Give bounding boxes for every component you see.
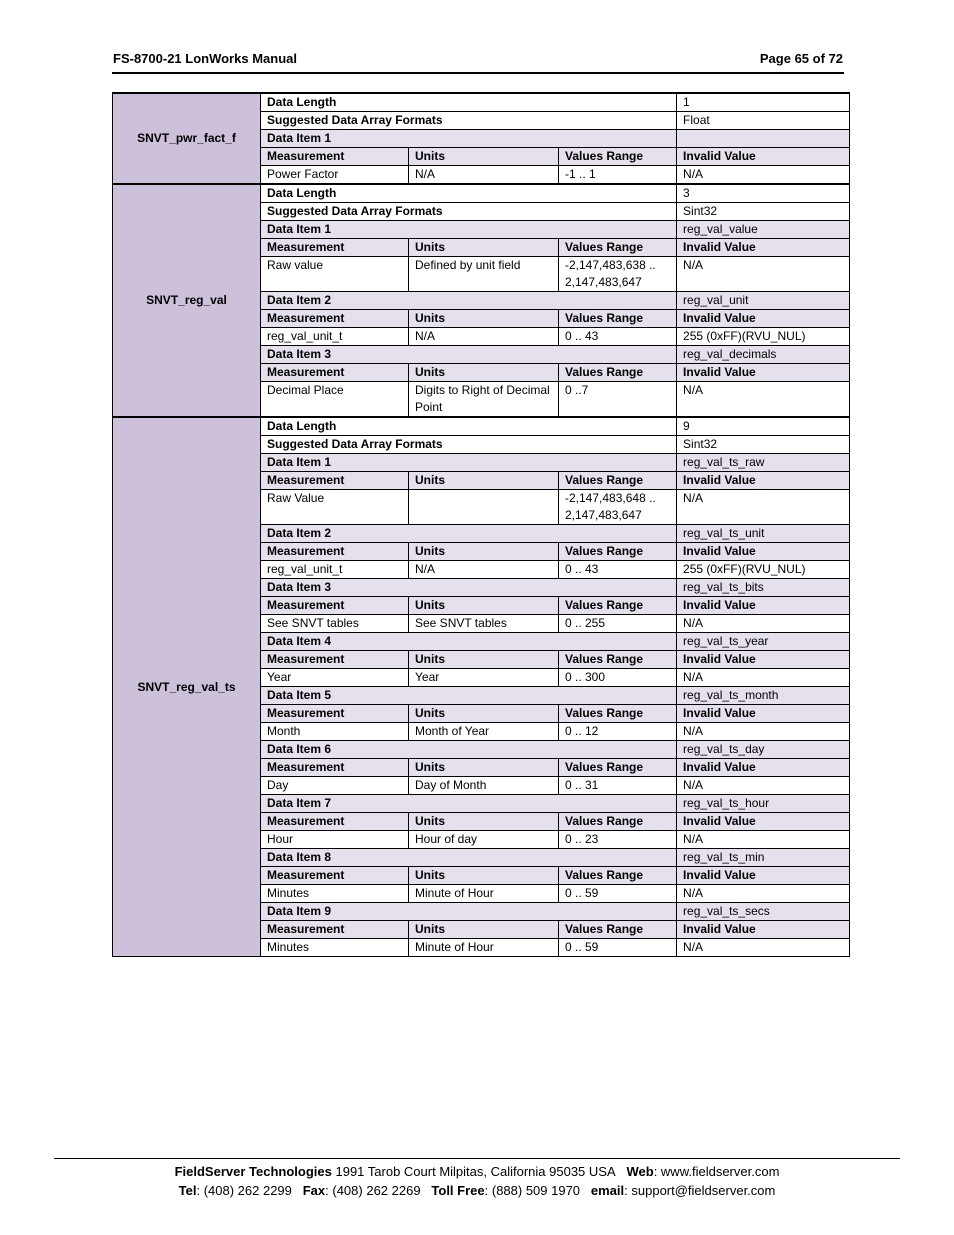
- measurement-header: Measurement: [261, 148, 409, 166]
- data-item-value: reg_val_value: [677, 221, 850, 239]
- measurement-cell: reg_val_unit_t: [261, 561, 409, 579]
- measurement-cell: Hour: [261, 831, 409, 849]
- invalid-value-header: Invalid Value: [677, 813, 850, 831]
- data-item-value: [677, 130, 850, 148]
- measurement-header: Measurement: [261, 705, 409, 723]
- measurement-header: Measurement: [261, 921, 409, 939]
- values-range-cell: 0 .. 255: [559, 615, 677, 633]
- values-range-header: Values Range: [559, 310, 677, 328]
- values-range-header: Values Range: [559, 472, 677, 490]
- values-range-cell: -2,147,483,648 .. 2,147,483,647: [559, 490, 677, 525]
- units-header: Units: [409, 867, 559, 885]
- data-item-label: Data Item 9: [261, 903, 677, 921]
- invalid-value-cell: N/A: [677, 939, 850, 957]
- invalid-value-cell: N/A: [677, 723, 850, 741]
- data-length-row: [113, 184, 850, 203]
- data-item-value: reg_val_ts_day: [677, 741, 850, 759]
- invalid-value-header: Invalid Value: [677, 705, 850, 723]
- data-item-label: Data Item 3: [261, 579, 677, 597]
- footer-email[interactable]: support@fieldserver.com: [631, 1183, 776, 1198]
- units-header: Units: [409, 597, 559, 615]
- invalid-value-header: Invalid Value: [677, 651, 850, 669]
- measurement-header: Measurement: [261, 813, 409, 831]
- footer-tel-label: Tel: [178, 1183, 197, 1198]
- measurement-header: Measurement: [261, 759, 409, 777]
- data-item-value: reg_val_ts_unit: [677, 525, 850, 543]
- data-item-value: reg_val_ts_secs: [677, 903, 850, 921]
- units-cell: Hour of day: [409, 831, 559, 849]
- footer-line-2: Tel: (408) 262 2299 Fax: (408) 262 2269 Toll Free: (888) 509 1970 email: support@fieldserver.com: [178, 1183, 776, 1198]
- invalid-value-cell: N/A: [677, 831, 850, 849]
- invalid-value-header: Invalid Value: [677, 867, 850, 885]
- data-item-label: Data Item 1: [261, 454, 677, 472]
- invalid-value-cell: N/A: [677, 490, 850, 525]
- format-label: Suggested Data Array Formats: [261, 203, 677, 221]
- footer-web-label: Web: [626, 1164, 654, 1179]
- data-length-value: 1: [677, 93, 850, 112]
- values-range-cell: 0 .. 43: [559, 561, 677, 579]
- data-item-label: Data Item 7: [261, 795, 677, 813]
- values-range-header: Values Range: [559, 651, 677, 669]
- document-title: FS-8700-21 LonWorks Manual: [113, 51, 297, 66]
- values-range-cell: -2,147,483,638 .. 2,147,483,647: [559, 257, 677, 292]
- format-label: Suggested Data Array Formats: [261, 112, 677, 130]
- format-value: Sint32: [677, 203, 850, 221]
- invalid-value-cell: N/A: [677, 669, 850, 687]
- page-header: [113, 50, 843, 68]
- invalid-value-header: Invalid Value: [677, 148, 850, 166]
- measurement-header: Measurement: [261, 867, 409, 885]
- data-length-label: Data Length: [261, 93, 677, 112]
- invalid-value-header: Invalid Value: [677, 543, 850, 561]
- units-cell: Day of Month: [409, 777, 559, 795]
- units-cell: Defined by unit field: [409, 257, 559, 292]
- units-header: Units: [409, 813, 559, 831]
- footer-fax: (408) 262 2269: [332, 1183, 421, 1198]
- data-length-row: [113, 93, 850, 112]
- units-cell: Year: [409, 669, 559, 687]
- footer-email-label: email: [590, 1183, 625, 1198]
- units-header: Units: [409, 759, 559, 777]
- invalid-value-cell: N/A: [677, 382, 850, 418]
- data-item-label: Data Item 1: [261, 130, 677, 148]
- format-value: Sint32: [677, 436, 850, 454]
- data-length-row: [113, 417, 850, 436]
- values-range-header: Values Range: [559, 239, 677, 257]
- units-cell: Minute of Hour: [409, 939, 559, 957]
- values-range-header: Values Range: [559, 813, 677, 831]
- footer-web[interactable]: www.fieldserver.com: [660, 1164, 780, 1179]
- data-item-label: Data Item 4: [261, 633, 677, 651]
- units-header: Units: [409, 472, 559, 490]
- units-cell: [409, 490, 559, 525]
- footer-line-1: FieldServer Technologies 1991 Tarob Court Milpitas, California 95035 USA Web: www.fieldserver.com: [174, 1164, 780, 1179]
- units-cell: Minute of Hour: [409, 885, 559, 903]
- footer-address: 1991 Tarob Court Milpitas, California 95035 USA: [335, 1164, 616, 1179]
- values-range-cell: 0 .. 31: [559, 777, 677, 795]
- values-range-header: Values Range: [559, 759, 677, 777]
- data-item-value: reg_val_ts_min: [677, 849, 850, 867]
- measurement-cell: Raw value: [261, 257, 409, 292]
- footer-tel: (408) 262 2299: [203, 1183, 292, 1198]
- units-cell: N/A: [409, 561, 559, 579]
- units-cell: Digits to Right of Decimal Point: [409, 382, 559, 418]
- measurement-cell: See SNVT tables: [261, 615, 409, 633]
- snvt-table: [112, 92, 850, 957]
- data-item-value: reg_val_ts_month: [677, 687, 850, 705]
- data-item-label: Data Item 5: [261, 687, 677, 705]
- measurement-header: Measurement: [261, 543, 409, 561]
- header-rule: [112, 72, 844, 74]
- data-length-label: Data Length: [261, 184, 677, 203]
- format-label: Suggested Data Array Formats: [261, 436, 677, 454]
- measurement-header: Measurement: [261, 651, 409, 669]
- data-item-value: reg_val_ts_year: [677, 633, 850, 651]
- footer-rule: [54, 1158, 900, 1159]
- values-range-header: Values Range: [559, 705, 677, 723]
- units-cell: N/A: [409, 166, 559, 185]
- values-range-cell: 0 .. 300: [559, 669, 677, 687]
- measurement-header: Measurement: [261, 364, 409, 382]
- measurement-cell: reg_val_unit_t: [261, 328, 409, 346]
- invalid-value-cell: N/A: [677, 777, 850, 795]
- units-header: Units: [409, 148, 559, 166]
- values-range-cell: 0 .. 43: [559, 328, 677, 346]
- measurement-cell: Day: [261, 777, 409, 795]
- values-range-header: Values Range: [559, 543, 677, 561]
- invalid-value-header: Invalid Value: [677, 759, 850, 777]
- units-header: Units: [409, 364, 559, 382]
- measurement-cell: Month: [261, 723, 409, 741]
- measurement-cell: Power Factor: [261, 166, 409, 185]
- invalid-value-header: Invalid Value: [677, 239, 850, 257]
- values-range-cell: 0 .. 12: [559, 723, 677, 741]
- units-cell: N/A: [409, 328, 559, 346]
- footer-tollfree-label: Toll Free: [431, 1183, 485, 1198]
- data-item-label: Data Item 6: [261, 741, 677, 759]
- data-item-value: reg_val_ts_raw: [677, 454, 850, 472]
- invalid-value-cell: 255 (0xFF)(RVU_NUL): [677, 328, 850, 346]
- units-cell: Month of Year: [409, 723, 559, 741]
- invalid-value-cell: N/A: [677, 885, 850, 903]
- footer-tollfree: (888) 509 1970: [491, 1183, 581, 1198]
- data-length-label: Data Length: [261, 417, 677, 436]
- invalid-value-header: Invalid Value: [677, 597, 850, 615]
- values-range-header: Values Range: [559, 597, 677, 615]
- invalid-value-header: Invalid Value: [677, 364, 850, 382]
- data-item-label: Data Item 2: [261, 525, 677, 543]
- values-range-header: Values Range: [559, 364, 677, 382]
- values-range-cell: 0 .. 59: [559, 885, 677, 903]
- page-footer: [54, 1162, 900, 1200]
- invalid-value-header: Invalid Value: [677, 921, 850, 939]
- measurement-header: Measurement: [261, 310, 409, 328]
- invalid-value-header: Invalid Value: [677, 472, 850, 490]
- data-length-value: 3: [677, 184, 850, 203]
- measurement-header: Measurement: [261, 597, 409, 615]
- snvt-name: SNVT_reg_val_ts: [113, 417, 261, 957]
- footer-fax-label: Fax: [302, 1183, 326, 1198]
- data-item-label: Data Item 2: [261, 292, 677, 310]
- snvt-name: SNVT_pwr_fact_f: [113, 93, 261, 184]
- measurement-cell: Decimal Place: [261, 382, 409, 418]
- values-range-cell: 0 ..7: [559, 382, 677, 418]
- values-range-header: Values Range: [559, 921, 677, 939]
- invalid-value-header: Invalid Value: [677, 310, 850, 328]
- values-range-cell: 0 .. 59: [559, 939, 677, 957]
- units-header: Units: [409, 705, 559, 723]
- data-item-value: reg_val_decimals: [677, 346, 850, 364]
- units-header: Units: [409, 921, 559, 939]
- data-length-value: 9: [677, 417, 850, 436]
- invalid-value-cell: N/A: [677, 166, 850, 185]
- values-range-cell: 0 .. 23: [559, 831, 677, 849]
- data-item-label: Data Item 8: [261, 849, 677, 867]
- page-number: Page 65 of 72: [759, 51, 843, 66]
- measurement-cell: Minutes: [261, 885, 409, 903]
- units-header: Units: [409, 543, 559, 561]
- invalid-value-cell: N/A: [677, 257, 850, 292]
- measurement-cell: Raw Value: [261, 490, 409, 525]
- units-header: Units: [409, 651, 559, 669]
- values-range-cell: -1 .. 1: [559, 166, 677, 185]
- units-cell: See SNVT tables: [409, 615, 559, 633]
- format-value: Float: [677, 112, 850, 130]
- units-header: Units: [409, 310, 559, 328]
- data-item-label: Data Item 1: [261, 221, 677, 239]
- units-header: Units: [409, 239, 559, 257]
- measurement-header: Measurement: [261, 239, 409, 257]
- values-range-header: Values Range: [559, 148, 677, 166]
- snvt-name: SNVT_reg_val: [113, 184, 261, 417]
- data-item-label: Data Item 3: [261, 346, 677, 364]
- invalid-value-cell: N/A: [677, 615, 850, 633]
- values-range-header: Values Range: [559, 867, 677, 885]
- invalid-value-cell: 255 (0xFF)(RVU_NUL): [677, 561, 850, 579]
- measurement-cell: Year: [261, 669, 409, 687]
- data-item-value: reg_val_unit: [677, 292, 850, 310]
- data-item-value: reg_val_ts_bits: [677, 579, 850, 597]
- measurement-cell: Minutes: [261, 939, 409, 957]
- measurement-header: Measurement: [261, 472, 409, 490]
- footer-company: FieldServer Technologies: [174, 1164, 332, 1179]
- data-item-value: reg_val_ts_hour: [677, 795, 850, 813]
